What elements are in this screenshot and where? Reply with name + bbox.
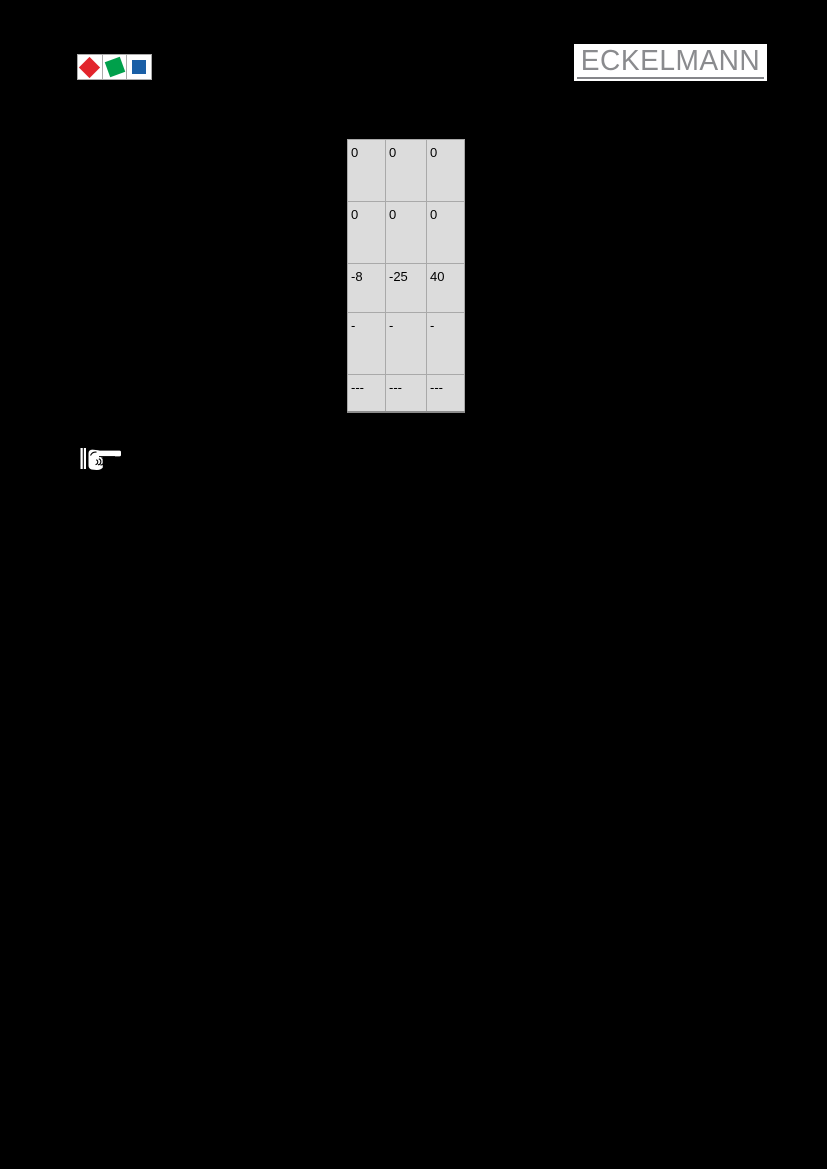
table-cell: 0: [386, 140, 427, 202]
green-square-icon: [104, 57, 125, 78]
parameter-value-table: [347, 139, 465, 413]
table-cell: 0: [427, 202, 465, 264]
blue-square-icon: [132, 60, 146, 74]
table-row: [348, 375, 465, 412]
table-row: [348, 140, 465, 202]
table-cell: 40: [427, 264, 465, 313]
table-cell: 0: [348, 202, 386, 264]
table-row: [348, 202, 465, 264]
eckelmann-logo-text: ECKELMANN: [580, 44, 761, 77]
manicule-pointing-right-icon: [79, 446, 123, 472]
table-cell: ---: [386, 375, 427, 412]
table-cell: -8: [348, 264, 386, 313]
table-row: [348, 264, 465, 313]
eckelmann-logo: [574, 44, 767, 81]
table-cell: -: [386, 313, 427, 375]
brand-cell-green: [103, 55, 128, 79]
table-cell: -: [427, 313, 465, 375]
eckelmann-logo-underline: [577, 77, 764, 79]
brand-cell-red: [78, 55, 103, 79]
table-cell: ---: [348, 375, 386, 412]
brand-squares-logo: [77, 54, 152, 80]
brand-cell-blue: [127, 55, 151, 79]
table-cell: 0: [386, 202, 427, 264]
table-cell: 0: [348, 140, 386, 202]
table-cell: ---: [427, 375, 465, 412]
table-row: [348, 313, 465, 375]
table-cell: 0: [427, 140, 465, 202]
table-cell: -: [348, 313, 386, 375]
red-diamond-icon: [79, 56, 100, 77]
table-cell: -25: [386, 264, 427, 313]
